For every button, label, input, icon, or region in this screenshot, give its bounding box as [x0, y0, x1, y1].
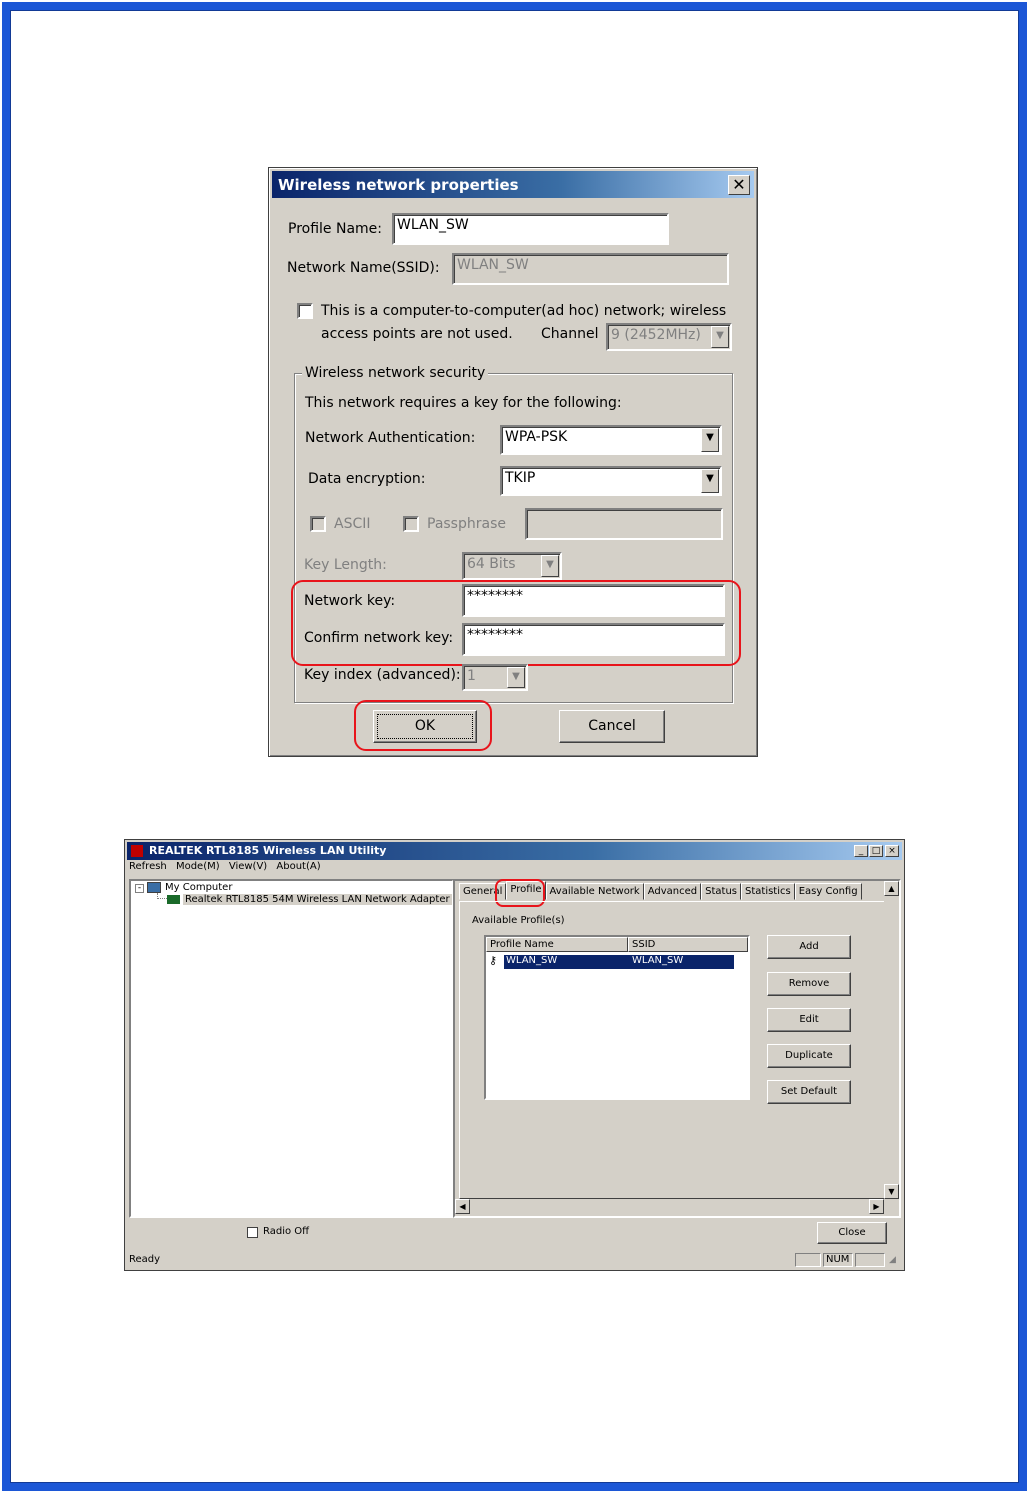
profile-name-input[interactable] — [392, 213, 669, 245]
tree-root-label[interactable]: My Computer — [165, 882, 233, 893]
utility-title-bar[interactable] — [127, 842, 902, 860]
requires-key-text: This network requires a key for the following: — [305, 395, 622, 411]
column-header-profile-name[interactable]: Profile Name — [486, 937, 628, 952]
status-panel-empty — [795, 1253, 821, 1267]
adhoc-checkbox[interactable] — [297, 303, 313, 319]
security-group-title: Wireless network security — [302, 365, 488, 381]
network-key-label: Network key: — [304, 593, 396, 609]
ssid-input — [452, 253, 729, 285]
wireless-properties-dialog — [268, 167, 758, 757]
ascii-label: ASCII — [334, 516, 371, 532]
tree-adapter-label[interactable]: Realtek RTL8185 54M Wireless LAN Network Adapter — [185, 894, 450, 905]
key-index-label: Key index (advanced): — [304, 667, 461, 683]
close-icon: × — [888, 846, 896, 856]
computer-icon — [147, 882, 161, 893]
close-icon: ✕ — [732, 175, 746, 194]
radio-off-checkbox[interactable] — [247, 1227, 258, 1238]
auth-value: WPA-PSK — [505, 429, 568, 445]
menu-view[interactable]: View(V) — [228, 861, 268, 872]
encryption-value: TKIP — [505, 470, 536, 486]
chevron-down-icon: ▼ — [541, 555, 559, 577]
menu-refresh[interactable]: Refresh — [129, 861, 167, 872]
profile-row-name: WLAN_SW — [506, 955, 558, 966]
chevron-down-icon[interactable]: ▼ — [701, 469, 719, 493]
scroll-up-icon[interactable]: ▲ — [884, 881, 899, 896]
ok-button-highlight — [354, 700, 492, 751]
tab-status[interactable]: Status — [701, 883, 741, 900]
ssid-value: WLAN_SW — [457, 257, 529, 273]
tree-collapse-icon[interactable]: - — [135, 884, 144, 893]
auth-label: Network Authentication: — [305, 430, 476, 446]
adhoc-label-line2: access points are not used. — [321, 326, 513, 342]
radio-off-label: Radio Off — [263, 1226, 310, 1237]
key-index-select — [462, 664, 528, 691]
key-length-label: Key Length: — [304, 557, 387, 573]
menu-bar — [129, 861, 327, 877]
confirm-key-label: Confirm network key: — [304, 630, 454, 646]
profile-name-label: Profile Name: — [288, 221, 383, 237]
passphrase-input — [525, 508, 723, 540]
channel-select — [606, 323, 732, 351]
auth-select[interactable] — [500, 425, 722, 455]
chevron-down-icon[interactable]: ▼ — [701, 428, 719, 452]
tab-easy-config[interactable]: Easy Config — [795, 883, 862, 900]
horizontal-scrollbar[interactable] — [455, 1199, 884, 1214]
edit-button[interactable]: Edit — [767, 1008, 851, 1032]
available-profiles-label: Available Profile(s) — [472, 915, 565, 926]
encryption-select[interactable] — [500, 466, 722, 496]
tab-available-network[interactable]: Available Network — [546, 883, 644, 900]
duplicate-button[interactable]: Duplicate — [767, 1044, 851, 1068]
dialog-title: Wireless network properties — [278, 176, 519, 194]
channel-value: 9 (2452MHz) — [611, 327, 701, 343]
column-header-ssid[interactable]: SSID — [628, 937, 748, 952]
chevron-down-icon: ▼ — [507, 667, 525, 688]
encryption-label: Data encryption: — [308, 471, 426, 487]
realtek-logo-icon — [131, 845, 143, 857]
profile-key-icon: ⚷ — [489, 954, 498, 967]
profile-row[interactable] — [504, 955, 734, 969]
minimize-icon: _ — [858, 846, 864, 856]
remove-button[interactable]: Remove — [767, 972, 851, 996]
cancel-button-label: Cancel — [588, 718, 636, 734]
network-key-value: ******** — [467, 588, 523, 604]
maximize-button[interactable] — [869, 845, 883, 857]
profile-tab-panel — [459, 901, 885, 1199]
close-window-button[interactable]: Close — [817, 1222, 887, 1244]
add-button[interactable]: Add — [767, 935, 851, 959]
tab-statistics[interactable]: Statistics — [741, 883, 795, 900]
maximize-icon: □ — [871, 846, 881, 856]
key-index-value: 1 — [467, 668, 476, 684]
scroll-down-icon[interactable]: ▼ — [884, 1184, 899, 1199]
right-pane — [453, 879, 901, 1218]
tree-connector — [157, 893, 167, 899]
scroll-left-icon[interactable]: ◀ — [455, 1199, 470, 1214]
chevron-down-icon: ▼ — [711, 326, 729, 348]
key-length-select — [462, 552, 562, 580]
profile-name-value: WLAN_SW — [397, 217, 469, 233]
profile-list[interactable] — [484, 935, 750, 1100]
resize-grip-icon[interactable]: ◢ — [889, 1255, 896, 1265]
ascii-checkbox — [310, 516, 326, 532]
minimize-button[interactable] — [854, 845, 868, 857]
status-text: Ready — [129, 1254, 161, 1265]
channel-label: Channel — [541, 326, 599, 342]
status-num: NUM — [823, 1253, 853, 1267]
close-button[interactable] — [885, 845, 899, 857]
vertical-scrollbar[interactable] — [884, 881, 899, 1199]
ssid-label: Network Name(SSID): — [287, 260, 440, 276]
tab-general[interactable]: General — [459, 883, 506, 900]
tab-advanced[interactable]: Advanced — [644, 883, 701, 900]
network-adapter-icon — [167, 895, 180, 904]
menu-about[interactable]: About(A) — [276, 861, 321, 872]
network-key-highlight — [291, 580, 741, 666]
passphrase-label: Passphrase — [427, 516, 506, 532]
realtek-utility-window — [124, 839, 905, 1271]
adhoc-label-line1: This is a computer-to-computer(ad hoc) network; wireless — [321, 303, 727, 319]
menu-mode[interactable]: Mode(M) — [175, 861, 220, 872]
status-bar — [127, 1252, 903, 1269]
profile-row-ssid: WLAN_SW — [632, 955, 684, 966]
tab-profile[interactable]: Profile — [506, 881, 545, 900]
scroll-right-icon[interactable]: ▶ — [869, 1199, 884, 1214]
confirm-key-value: ******** — [467, 627, 523, 643]
dialog-close-button[interactable] — [728, 175, 750, 195]
dialog-title-bar[interactable] — [272, 171, 754, 198]
passphrase-checkbox — [403, 516, 419, 532]
ok-button-label: OK — [414, 718, 436, 734]
adapter-tree[interactable] — [129, 879, 454, 1218]
cancel-button[interactable] — [559, 710, 665, 743]
status-panel-scroll — [855, 1253, 885, 1267]
utility-title: REALTEK RTL8185 Wireless LAN Utility — [149, 844, 387, 857]
set-default-button[interactable]: Set Default — [767, 1080, 851, 1104]
key-length-value: 64 Bits — [467, 556, 516, 572]
